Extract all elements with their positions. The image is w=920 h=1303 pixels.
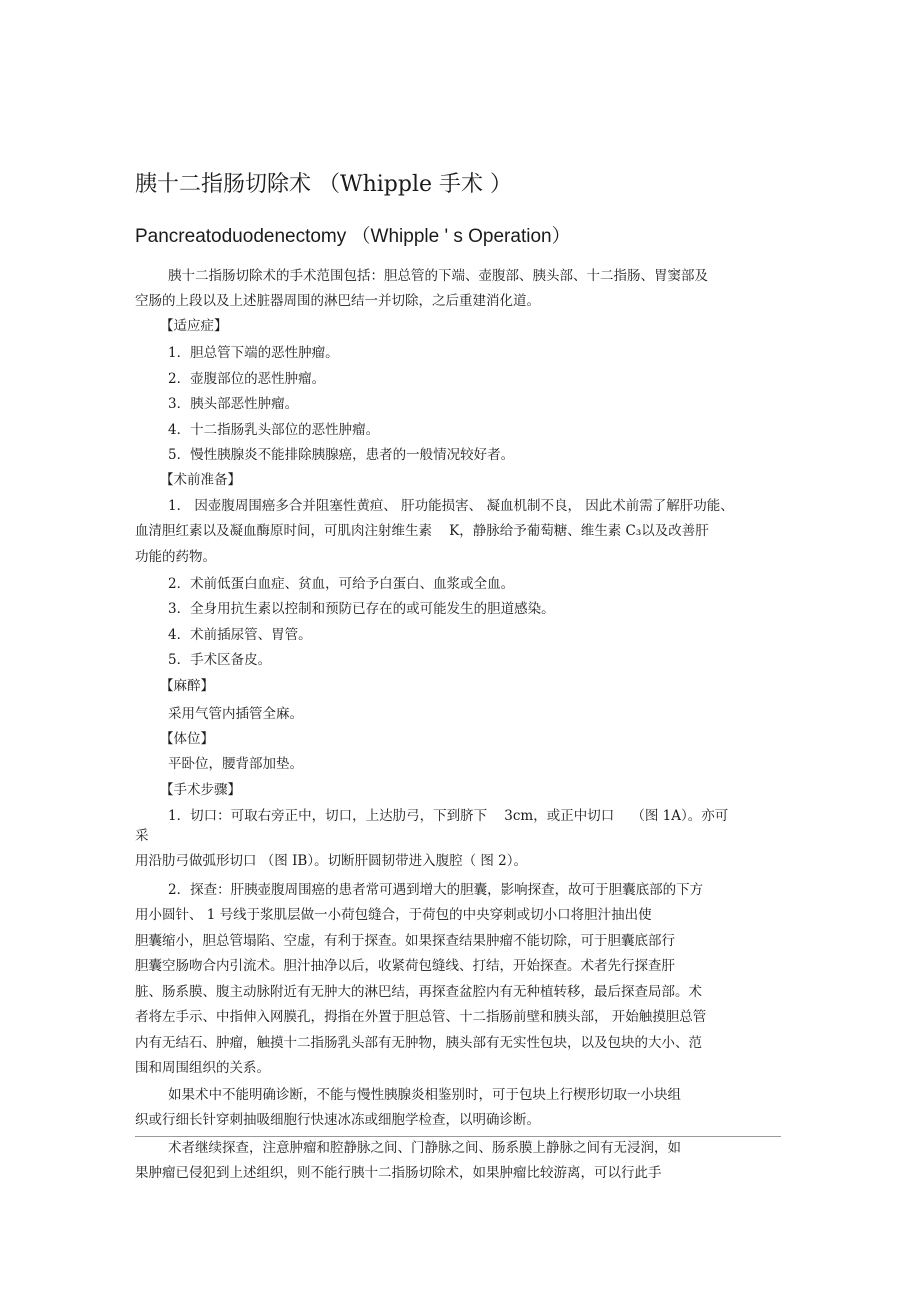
anesthesia-text: 采用气管内插管全麻。 — [168, 706, 303, 722]
step-line: 用小圆针、 1 号线于浆肌层做一小荷包缝合，于荷包的中央穿刺或切小口将胆汁抽出使 — [135, 907, 652, 923]
preparation-item: 4．术前插尿管、胃管。 — [168, 627, 312, 643]
indication-item: 5．慢性胰腺炎不能排除胰腺癌，患者的一般情况较好者。 — [168, 447, 515, 463]
preparation-item: 3．全身用抗生素以控制和预防已存在的或可能发生的胆道感染。 — [168, 601, 555, 617]
intro-line: 胰十二指肠切除术的手术范围包括：胆总管的下端、壶腹部、胰头部、十二指肠、胃窦部及 — [168, 268, 708, 284]
position-text: 平卧位，腰背部加垫。 — [168, 756, 303, 772]
step-line: 脏、肠系膜、腹主动脉附近有无肿大的淋巴结，再探查盆腔内有无种植转移，最后探查局部。术 — [135, 984, 702, 1000]
section-heading-preparation: 【术前准备】 — [160, 472, 241, 488]
document-subtitle: Pancreatoduodenectomy （Whipple ' s Operation） — [135, 226, 571, 247]
preparation-item-line: 功能的药物。 — [135, 549, 216, 565]
indication-item: 2．壶腹部位的恶性肿瘤。 — [168, 371, 326, 387]
paragraph-line: 如果术中不能明确诊断，不能与慢性胰腺炎相鉴别时，可于包块上行楔形切取一小块组 — [168, 1087, 681, 1103]
preparation-item: 2．术前低蛋白血症、贫血，可给予白蛋白、血浆或全血。 — [168, 576, 515, 592]
step-line: 采 — [135, 828, 149, 844]
document-title: 胰十二指肠切除术 （Whipple 手术 ） — [135, 172, 513, 197]
section-heading-indications: 【适应症】 — [160, 318, 228, 334]
step-line: 内有无结石、肿瘤，触摸十二指肠乳头部有无肿物，胰头部有无实性包块，以及包块的大小、范 — [135, 1035, 702, 1051]
indication-item: 1．胆总管下端的恶性肿瘤。 — [168, 345, 339, 361]
step-line: 1．切口：可取右旁正中，切口，上达肋弓，下到脐下 3cm，或正中切口 （图 1A）。亦可 — [168, 808, 729, 824]
step-line: 胆囊缩小，胆总管塌陷、空虚，有利于探查。如果探查结果肿瘤不能切除，可于胆囊底部行 — [135, 933, 675, 949]
section-heading-position: 【体位】 — [160, 731, 214, 747]
paragraph-line: 果肿瘤已侵犯到上述组织，则不能行胰十二指肠切除术，如果肿瘤比较游离，可以行此手 — [135, 1165, 662, 1181]
step-line: 者将左手示、中指伸入网膜孔，拇指在外置于胆总管、十二指肠前壁和胰头部， 开始触摸胆总管 — [135, 1009, 707, 1025]
step-line: 胆囊空肠吻合内引流术。胆汁抽净以后，收紧荷包缝线、打结，开始探查。术者先行探查肝 — [135, 958, 675, 974]
paragraph-line: 织或行细长针穿刺抽吸细胞行快速冰冻或细胞学检查，以明确诊断。 — [135, 1112, 540, 1128]
step-line: 围和周围组织的关系。 — [135, 1060, 270, 1076]
indication-item: 4．十二指肠乳头部位的恶性肿瘤。 — [168, 422, 380, 438]
preparation-item-line: 血清胆红素以及凝血酶原时间，可肌肉注射维生素 K，静脉给予葡萄糖、维生素 C₃以及改善肝 — [135, 523, 709, 539]
intro-line: 空肠的上段以及上述脏器周围的淋巴结一并切除，之后重建消化道。 — [135, 293, 540, 309]
section-heading-anesthesia: 【麻醉】 — [160, 678, 214, 694]
preparation-item: 5．手术区备皮。 — [168, 652, 272, 668]
divider-line — [135, 1136, 781, 1137]
section-heading-steps: 【手术步骤】 — [160, 782, 241, 798]
indication-item: 3．胰头部恶性肿瘤。 — [168, 396, 299, 412]
step-line: 2．探查：肝胰壶腹周围癌的患者常可遇到增大的胆囊，影响探查，故可于胆囊底部的下方 — [168, 882, 704, 898]
paragraph-line: 术者继续探查，注意肿瘤和腔静脉之间、门静脉之间、肠系膜上静脉之间有无浸润，如 — [168, 1140, 681, 1156]
step-line: 用沿肋弓做弧形切口 （图 IB）。切断肝圆韧带进入腹腔（ 图 2）。 — [135, 853, 528, 869]
preparation-item-line: 1． 因壶腹周围癌多合并阻塞性黄疸、 肝功能损害、 凝血机制不良， 因此术前需了解肝功能、 — [168, 498, 734, 514]
